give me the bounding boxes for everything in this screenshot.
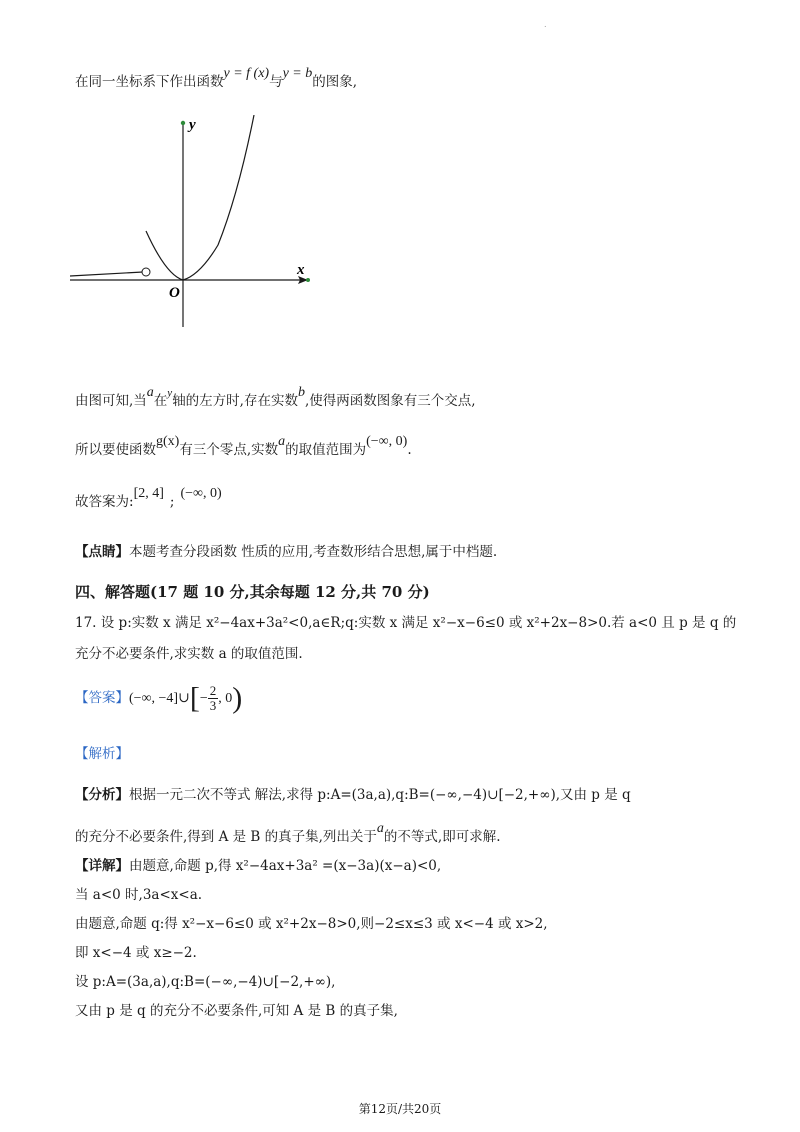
x-axis-label: x (297, 262, 305, 278)
fenxi-line-2 (75, 821, 501, 845)
answer-label: 故答案为: (75, 494, 134, 510)
y-axis-label: y (189, 117, 196, 133)
intro-conj: 与 (269, 74, 283, 90)
bracket-right: ) (232, 681, 243, 715)
open-endpoint (142, 268, 150, 276)
corner-mark: . (544, 20, 547, 29)
explain-text-d: ,使得两函数图象有三个交点, (304, 393, 476, 409)
explain-text-g: 的取值范围为 (285, 442, 367, 458)
detail-line-5: 设 p:A=(3a,a),q:B=(−∞,−4)∪[−2,+∞), (75, 974, 336, 990)
explain-line-1 (75, 385, 476, 409)
answer-neg: − (199, 691, 208, 706)
intro-end: 的图象, (312, 74, 358, 90)
answer-1: [2, 4] (133, 486, 164, 501)
question-17-line-1: 17. 设 p:实数 x 满足 x²−4ax+3a²<0,a∈R;q:实数 x 满足 x²−x−6≤0 或 x²+2x−8>0.若 a<0 且 p 是 q 的 (75, 615, 737, 631)
answer-separator: ; (169, 494, 175, 510)
explain-text-h: . (407, 442, 412, 458)
detail-line-6: 又由 p 是 q 的充分不必要条件,可知 A 是 B 的真子集, (75, 1003, 398, 1019)
var-y: y (167, 387, 173, 399)
parabola-curve (146, 115, 254, 280)
fraction-denominator: 3 (209, 698, 217, 713)
answer-tag: 【答案】 (75, 690, 129, 706)
y-axis-tip (181, 121, 185, 125)
section-heading: 四、解答题(17 题 10 分,其余每题 12 分,共 70 分) (75, 583, 430, 601)
intro-text: 在同一坐标系下作出函数 (75, 74, 224, 90)
function-gx: g(x) (156, 434, 180, 449)
var-b: b (297, 385, 305, 400)
function-fx: y = f (x) (223, 66, 270, 81)
bracket-left: [ (189, 681, 200, 715)
detail-text-1: 由题意,命题 p,得 x²−4ax+3a² =(x−3a)(x−a)<0, (129, 858, 442, 874)
fenxi-text-2a: 的充分不必要条件,得到 A 是 B 的真子集,列出关于 (75, 829, 377, 845)
fenxi-tag: 【分析】 (75, 787, 129, 803)
range-value: (−∞, 0) (366, 434, 408, 449)
fenxi-text-1: 根据一元二次不等式 解法,求得 p:A=(3a,a),q:B=(−∞,−4)∪[−2,+∞),又由 p 是 q (129, 787, 631, 803)
comment-line (75, 546, 497, 560)
fenxi-text-2b: 的不等式,即可求解. (383, 829, 501, 845)
answer-block (75, 680, 242, 717)
left-branch-curve (70, 272, 143, 276)
detail-line-3: 由题意,命题 q:得 x²−x−6≤0 或 x²+2x−8>0,则−2≤x≤3 或 x<−4 或 x>2, (75, 916, 548, 932)
detail-line-4: 即 x<−4 或 x≥−2. (75, 945, 197, 961)
comment-tag: 【点睛】 (75, 544, 129, 560)
function-graph (70, 115, 330, 335)
detail-line-1 (75, 860, 441, 874)
detail-line-2: 当 a<0 时,3a<x<a. (75, 887, 203, 903)
explain-text-f: 有三个零点,实数 (179, 442, 279, 458)
question-17-line-2: 充分不必要条件,求实数 a 的取值范围. (75, 646, 303, 662)
answer-line (75, 486, 222, 510)
explain-text-a: 由图可知,当 (75, 393, 147, 409)
x-axis-tip (306, 278, 310, 282)
explain-text-e: 所以要使函数 (75, 442, 156, 458)
fenxi-line-1 (75, 789, 631, 803)
explain-text-b: 在 (153, 393, 168, 409)
fraction (208, 684, 219, 714)
comment-text: 本题考查分段函数 性质的应用,考查数形结合思想,属于中档题. (129, 544, 498, 560)
answer-2: (−∞, 0) (180, 486, 222, 501)
answer-part-2: , 0 (218, 691, 233, 706)
var-a-2: a (278, 434, 286, 449)
fenxi-var-a: a (376, 821, 384, 836)
explain-text-c: 轴的左方时,存在实数 (172, 393, 298, 409)
fraction-numerator: 2 (209, 682, 217, 698)
function-b: y = b (282, 66, 313, 81)
explain-line-2 (75, 434, 412, 458)
intro-line (75, 66, 358, 90)
detail-tag: 【详解】 (75, 858, 129, 874)
var-a: a (146, 385, 154, 400)
origin-label: O (169, 285, 180, 301)
page-footer: 第12页/共20页 (358, 1102, 442, 1116)
analysis-tag: 【解析】 (75, 746, 129, 762)
answer-part-1: (−∞, −4]∪ (129, 691, 190, 706)
